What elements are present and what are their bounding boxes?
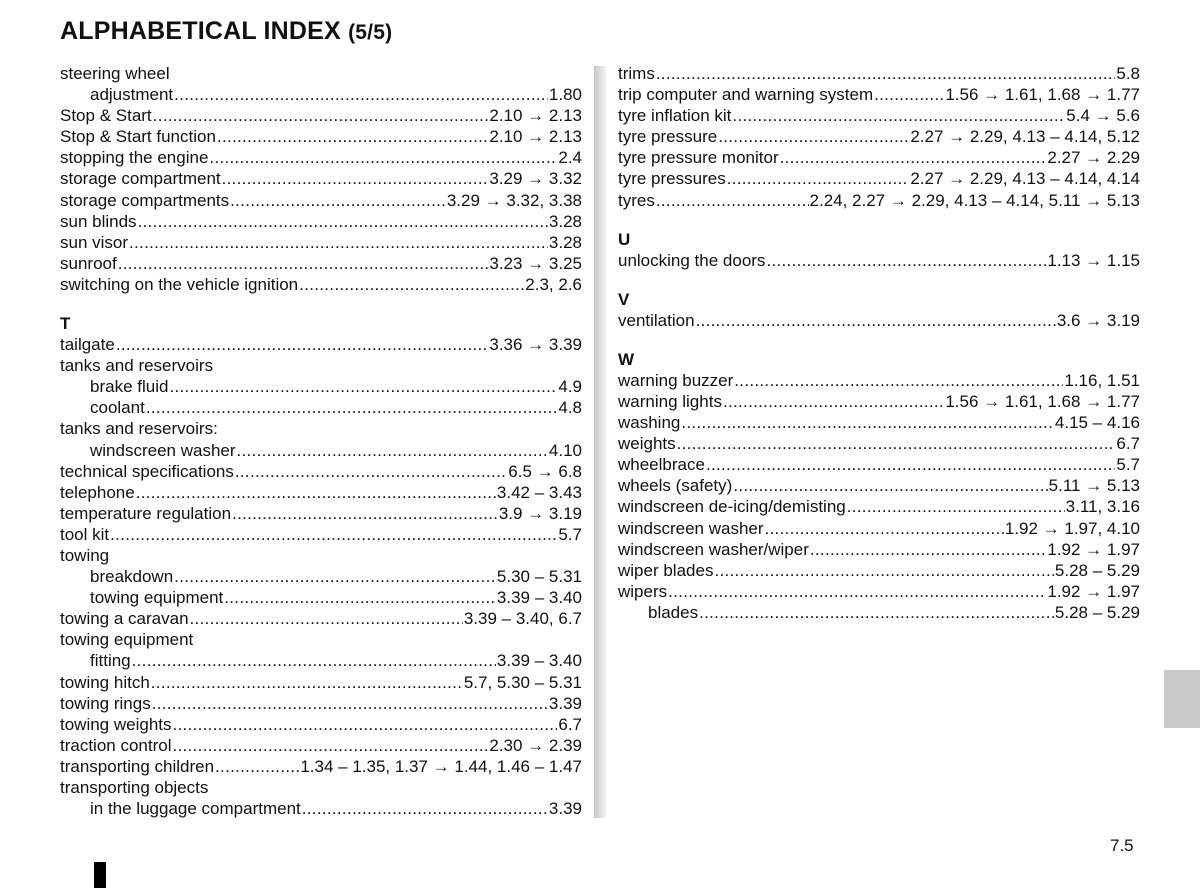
index-term: windscreen de-icing/demisting — [618, 497, 846, 517]
dot-leader — [174, 84, 548, 105]
index-entry — [60, 672, 582, 693]
index-pages: 3.42 – 3.43 — [496, 482, 582, 502]
index-entry — [60, 355, 582, 376]
print-crop-mark — [94, 862, 106, 888]
index-entry — [618, 454, 1140, 475]
index-entry — [618, 190, 1140, 211]
index-term: ventilation — [618, 310, 695, 330]
index-pages: 5.8 — [1116, 64, 1140, 83]
index-entry — [618, 63, 1140, 84]
index-entry — [618, 105, 1140, 126]
index-pages: 5.28 – 5.29 — [1054, 560, 1140, 580]
section-letter-v: V — [618, 289, 630, 309]
dot-leader — [810, 539, 1047, 560]
dot-leader — [209, 147, 557, 168]
index-entry — [60, 545, 582, 566]
dot-leader — [237, 440, 548, 461]
dot-leader — [118, 253, 489, 274]
column-divider-bar — [594, 66, 606, 818]
dot-leader — [190, 608, 463, 629]
dot-leader — [681, 412, 1054, 433]
index-term: transporting objects — [60, 778, 209, 797]
index-pages: 1.92 → 1.97, 4.10 — [1004, 518, 1140, 538]
index-entry — [60, 608, 582, 629]
index-subentry — [60, 397, 582, 418]
index-term: wipers — [618, 581, 668, 601]
index-term: Stop & Start function — [60, 127, 216, 147]
dot-leader — [174, 566, 496, 587]
index-term: sun blinds — [60, 211, 137, 231]
section-letter-w: W — [618, 349, 635, 369]
dot-leader — [173, 714, 558, 735]
page-number: 7.5 — [1110, 836, 1134, 855]
index-pages: 3.39 — [548, 799, 582, 819]
chapter-thumb-tab — [1164, 670, 1200, 728]
index-entry — [618, 433, 1140, 454]
index-entry — [60, 503, 582, 524]
index-pages: 4.10 — [548, 440, 582, 460]
index-column-left — [60, 63, 582, 819]
index-entry — [60, 211, 582, 232]
index-pages: 1.56 → 1.61, 1.68 → 1.77 — [945, 85, 1140, 105]
index-entry — [60, 274, 582, 295]
dot-leader — [146, 397, 558, 418]
dot-leader — [874, 84, 944, 105]
dot-leader — [734, 370, 1063, 391]
index-entry — [60, 168, 582, 189]
dot-leader — [780, 147, 1047, 168]
index-term: tyre inflation kit — [618, 106, 732, 126]
index-pages: 2.24, 2.27 → 2.29, 4.13 – 4.14, 5.11 → 5.13 — [809, 190, 1140, 210]
index-term: tyre pressure — [618, 127, 718, 147]
index-term: stopping the engine — [60, 148, 209, 168]
dot-leader — [732, 105, 1065, 126]
index-entry — [618, 412, 1140, 433]
index-entry — [618, 84, 1140, 105]
dot-leader — [718, 126, 909, 147]
dot-leader — [727, 168, 910, 189]
dot-leader — [151, 672, 463, 693]
index-subentry — [618, 602, 1140, 623]
index-term: temperature regulation — [60, 503, 232, 523]
index-entry — [618, 518, 1140, 539]
index-entry — [618, 496, 1140, 517]
index-term: towing weights — [60, 714, 172, 734]
index-term: tyre pressure monitor — [618, 148, 779, 168]
index-term: towing rings — [60, 693, 151, 713]
index-term: wheels (safety) — [618, 476, 733, 496]
dot-leader — [222, 168, 489, 189]
index-term: towing equipment — [60, 630, 194, 650]
page-title-part: (5/5) — [348, 21, 393, 44]
index-entry — [60, 418, 582, 439]
index-term: windscreen washer — [90, 440, 236, 460]
dot-leader — [706, 454, 1115, 475]
index-pages: 1.80 — [548, 85, 582, 105]
dot-leader — [302, 798, 548, 819]
index-pages: 5.28 – 5.29 — [1054, 602, 1140, 622]
index-term: towing — [60, 545, 110, 565]
index-term: tyre pressures — [618, 169, 726, 189]
index-pages: 3.9 → 3.19 — [498, 503, 582, 523]
index-entry — [618, 560, 1140, 581]
index-term: coolant — [90, 398, 145, 418]
index-entry — [60, 735, 582, 756]
page-title — [60, 17, 392, 46]
index-pages: 5.7 — [558, 524, 582, 544]
index-pages: 2.10 → 2.13 — [489, 127, 582, 147]
index-subentry — [60, 440, 582, 461]
index-term: windscreen washer/wiper — [618, 539, 809, 559]
index-subentry — [60, 84, 582, 105]
index-term: fitting — [90, 651, 131, 671]
index-entry — [60, 63, 582, 84]
dot-leader — [766, 250, 1046, 271]
index-entry — [60, 524, 582, 545]
index-term: unlocking the doors — [618, 250, 766, 270]
index-pages: 4.15 – 4.16 — [1054, 413, 1140, 433]
index-pages: 5.11 → 5.13 — [1048, 476, 1140, 496]
index-entry — [618, 250, 1140, 271]
index-subentry — [60, 798, 582, 819]
index-pages: 2.3, 2.6 — [525, 274, 582, 294]
dot-leader — [138, 211, 548, 232]
dot-leader — [173, 735, 489, 756]
section-letter-u: U — [618, 229, 631, 249]
index-term: in the luggage compartment — [90, 799, 301, 819]
dot-leader — [723, 391, 944, 412]
dot-leader — [152, 693, 548, 714]
index-term: towing a caravan — [60, 609, 189, 629]
dot-leader — [235, 461, 507, 482]
index-entry — [60, 334, 582, 355]
dot-leader — [232, 503, 498, 524]
dot-leader — [733, 475, 1047, 496]
index-pages: 3.39 – 3.40 — [496, 588, 582, 608]
index-pages: 2.27 → 2.29 — [1047, 148, 1140, 168]
index-entry — [60, 693, 582, 714]
dot-leader — [677, 433, 1116, 454]
page-title-main: ALPHABETICAL INDEX — [60, 17, 341, 45]
index-subentry — [60, 650, 582, 671]
index-pages: 3.29 → 3.32, 3.38 — [446, 190, 582, 210]
index-term: sunroof — [60, 253, 117, 273]
index-entry — [618, 581, 1140, 602]
index-pages: 3.39 – 3.40, 6.7 — [463, 609, 582, 629]
index-entry — [618, 168, 1140, 189]
index-term: towing hitch — [60, 672, 150, 692]
index-pages: 1.13 → 1.15 — [1047, 250, 1140, 270]
index-pages: 5.30 – 5.31 — [496, 567, 582, 587]
index-pages: 3.29 → 3.32 — [489, 169, 582, 189]
dot-leader — [714, 560, 1053, 581]
dot-leader — [153, 105, 489, 126]
index-term: sun visor — [60, 232, 129, 252]
index-term: switching on the vehicle ignition — [60, 274, 299, 294]
dot-leader — [299, 274, 524, 295]
dot-leader — [847, 496, 1065, 517]
dot-leader — [132, 650, 496, 671]
index-entry — [618, 539, 1140, 560]
index-entry — [618, 370, 1140, 391]
index-term: tyres — [618, 190, 655, 210]
index-entry — [60, 482, 582, 503]
index-entry — [60, 105, 582, 126]
index-pages: 3.39 – 3.40 — [496, 651, 582, 671]
index-pages: 6.7 — [558, 714, 582, 734]
dot-leader — [116, 334, 489, 355]
index-term: tailgate — [60, 335, 115, 355]
index-entry — [618, 475, 1140, 496]
index-pages: 3.36 → 3.39 — [489, 335, 582, 355]
index-column-right — [618, 63, 1140, 623]
index-subentry — [60, 587, 582, 608]
index-term: technical specifications — [60, 461, 234, 481]
index-pages: 3.28 — [548, 211, 582, 231]
index-term: tanks and reservoirs — [60, 356, 214, 376]
index-pages: 1.16, 1.51 — [1064, 370, 1140, 390]
index-pages: 2.30 → 2.39 — [489, 735, 582, 755]
index-pages: 1.92 → 1.97 — [1047, 539, 1140, 559]
index-term: towing equipment — [90, 588, 224, 608]
dot-leader — [656, 190, 809, 211]
index-subentry — [60, 376, 582, 397]
index-pages: 6.5 → 6.8 — [508, 461, 582, 481]
index-entry — [618, 126, 1140, 147]
index-term: trims — [618, 64, 655, 83]
index-term: wheelbrace — [618, 455, 705, 475]
index-term: telephone — [60, 482, 135, 502]
dot-leader — [136, 482, 496, 503]
index-entry — [618, 310, 1140, 331]
index-term: storage compartment — [60, 169, 221, 189]
index-pages: 2.4 — [558, 148, 582, 168]
index-entry — [60, 253, 582, 274]
index-pages: 3.28 — [548, 232, 582, 252]
index-entry — [60, 461, 582, 482]
index-term: steering wheel — [60, 64, 170, 83]
index-pages: 4.8 — [558, 398, 582, 418]
index-pages: 1.34 – 1.35, 1.37 → 1.44, 1.46 – 1.47 — [300, 756, 582, 776]
index-pages: 3.6 → 3.19 — [1056, 310, 1140, 330]
dot-leader — [224, 587, 496, 608]
index-pages: 2.27 → 2.29, 4.13 – 4.14, 5.12 — [910, 127, 1140, 147]
index-term: weights — [618, 434, 676, 454]
dot-leader — [169, 376, 557, 397]
dot-leader — [217, 126, 488, 147]
index-pages: 1.92 → 1.97 — [1047, 581, 1140, 601]
index-term: storage compartments — [60, 190, 230, 210]
index-pages: 3.39 — [548, 693, 582, 713]
index-pages: 2.27 → 2.29, 4.13 – 4.14, 4.14 — [910, 169, 1140, 189]
index-pages: 4.9 — [558, 377, 582, 397]
dot-leader — [668, 581, 1046, 602]
dot-leader — [765, 518, 1004, 539]
index-term: Stop & Start — [60, 106, 152, 126]
section-letter-t: T — [60, 314, 71, 334]
index-term: windscreen washer — [618, 518, 764, 538]
index-term: warning lights — [618, 391, 722, 411]
index-pages: 5.4 → 5.6 — [1066, 106, 1140, 126]
index-term: breakdown — [90, 567, 174, 587]
index-term: trip computer and warning system — [618, 85, 874, 105]
dot-leader — [215, 756, 299, 777]
index-pages: 3.23 → 3.25 — [489, 253, 582, 273]
index-entry — [60, 232, 582, 253]
index-pages: 3.11, 3.16 — [1065, 497, 1140, 517]
index-term: transporting children — [60, 756, 215, 776]
index-entry — [618, 147, 1140, 168]
dot-leader — [696, 310, 1056, 331]
index-entry — [60, 777, 582, 798]
index-entry — [60, 126, 582, 147]
index-pages: 1.56 → 1.61, 1.68 → 1.77 — [945, 391, 1140, 411]
index-term: washing — [618, 413, 681, 433]
index-term: traction control — [60, 735, 172, 755]
index-pages: 5.7, 5.30 – 5.31 — [463, 672, 582, 692]
index-term: wiper blades — [618, 560, 714, 580]
index-term: blades — [648, 602, 699, 622]
dot-leader — [656, 63, 1116, 84]
index-term: warning buzzer — [618, 370, 734, 390]
dot-leader — [699, 602, 1054, 623]
index-term: tanks and reservoirs: — [60, 419, 218, 439]
index-pages: 2.10 → 2.13 — [489, 106, 582, 126]
index-pages: 6.7 — [1116, 434, 1140, 454]
index-entry — [60, 756, 582, 777]
index-entry — [60, 190, 582, 211]
dot-leader — [110, 524, 557, 545]
index-subentry — [60, 566, 582, 587]
index-term: brake fluid — [90, 377, 169, 397]
index-entry — [60, 147, 582, 168]
index-term: adjustment — [90, 85, 174, 105]
index-entry — [618, 391, 1140, 412]
index-entry — [60, 714, 582, 735]
index-pages: 5.7 — [1116, 455, 1140, 475]
dot-leader — [230, 190, 446, 211]
dot-leader — [129, 232, 548, 253]
index-entry — [60, 629, 582, 650]
index-term: tool kit — [60, 524, 110, 544]
